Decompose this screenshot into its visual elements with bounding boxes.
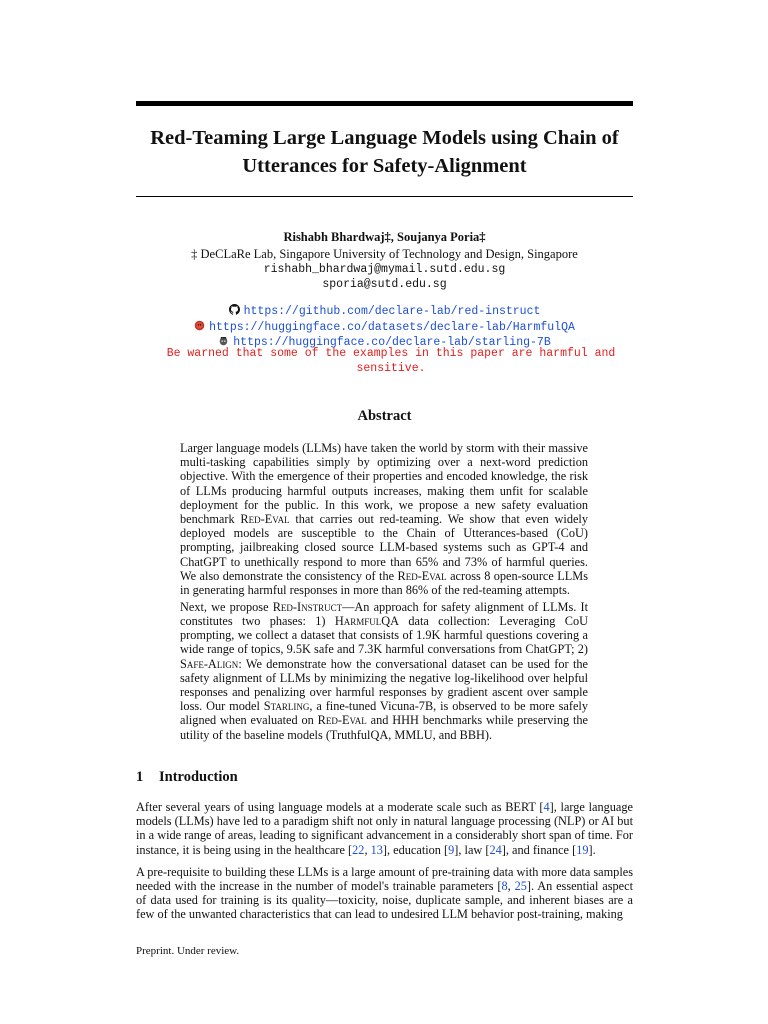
- citation-link[interactable]: 4: [543, 800, 550, 814]
- abstract-heading: Abstract: [357, 408, 412, 424]
- model-icon: [218, 335, 229, 346]
- paper-title: Red-Teaming Large Language Models using Chain of Utterances for Safety-Alignment: [150, 127, 619, 177]
- huggingface-dataset-icon: [194, 320, 205, 331]
- email-address[interactable]: rishabh_bhardwaj@mymail.sutd.edu.sg: [263, 263, 506, 276]
- abstract-body: [180, 441, 588, 744]
- section-number: 1: [136, 769, 144, 785]
- intro-paragraph-1: After several years of using language models at a moderate scale such as BERT [4], large language models (LLMs) have led to a paradigm shift not only in natural language processing (NLP) or AI but in a wide range of areas, leading to significant advancement in a considerably short span of time. For instance, it is being using in the healthcare [22, 13], education [9], law [24], and finance [19].: [136, 800, 633, 857]
- author-list: Rishabh Bhardwaj‡, Soujanya Poria‡: [283, 230, 486, 244]
- github-link-row: [120, 304, 649, 320]
- citation-link[interactable]: 24: [489, 842, 502, 857]
- citation-link[interactable]: 9: [448, 842, 455, 857]
- section-heading-introduction: [136, 769, 238, 786]
- abstract-paragraph-1: Larger language models (LLMs) have taken the world by storm with their massive multi-tasking capabilities simply by optimizing over a next-word prediction objective. With the emergence of their properties and encoded knowledge, the risk of LLMs producing harmful outputs increases, making them unfit for scalable deployment for the public. In this work, we propose a new safety evaluation benchmark Red-Eval that carries out red-teaming. We show that even widely deployed models are susceptible to the Chain of Utterances-based (CoU) prompting, jailbreaking closed source LLM-based systems such as GPT-4 and ChatGPT to unethically respond to more than 65% and 73% of harmful queries. We also demonstrate the consistency of the Red-Eval across 8 open-source LLMs in generating harmful responses in more than 86% of the red-teaming attempts.: [180, 441, 588, 598]
- preprint-footer: Preprint. Under review.: [136, 945, 240, 957]
- harmful-content-warning: Be warned that some of the examples in this paper are harmful and sensitive.: [166, 347, 616, 375]
- github-icon: [229, 304, 240, 315]
- citation-link[interactable]: 8: [501, 879, 508, 894]
- title-top-rule: [136, 101, 633, 106]
- github-link[interactable]: https://github.com/declare-lab/red-instruct: [243, 305, 541, 318]
- dataset-link-row: [120, 320, 649, 336]
- email-block: [120, 262, 649, 292]
- citation-link[interactable]: 19: [576, 842, 589, 857]
- model-link[interactable]: https://huggingface.co/declare-lab/starling-7B: [233, 336, 551, 349]
- title-bottom-rule: [136, 196, 633, 197]
- resource-links: [120, 304, 649, 351]
- citation-link[interactable]: 25: [514, 879, 527, 894]
- affiliation: ‡ DeCLaRe Lab, Singapore University of Technology and Design, Singapore: [191, 247, 578, 261]
- section-title: Introduction: [159, 769, 238, 785]
- dataset-link[interactable]: https://huggingface.co/datasets/declare-lab/HarmfulQA: [209, 320, 575, 334]
- intro-paragraph-2: A pre-requisite to building these LLMs is a large amount of pre-training data with more data samples needed with the increase in the number of model's trainable parameters [8, 25]. An essential aspect of data used for training is its quality—toxicity, noise, duplicate sample, and inherent biases are a few of the unwanted characteristics that can lead to undesired LLM behavior post-training, making: [136, 864, 633, 922]
- citation-link[interactable]: 13: [370, 842, 383, 857]
- introduction-body: [136, 800, 633, 930]
- citation-link[interactable]: 22: [352, 842, 365, 857]
- abstract-paragraph-2: Next, we propose Red-Instruct—An approach for safety alignment of LLMs. It constitutes two phases: 1) HarmfulQA data collection: Leveraging CoU prompting, we collect a dataset that consists of 1.9K harmful questions covering a wide range of topics, 9.5K safe and 7.3K harmful conversations from ChatGPT; 2) Safe-Align: We demonstrate how the conversational dataset can be used for the safety alignment of LLMs by minimizing the negative log-likelihood over helpful responses and penalizing over harmful responses by gradient ascent over sample loss. Our model Starling, a fine-tuned Vicuna-7B, is observed to be more safely aligned when evaluated on Red-Eval and HHH benchmarks while preserving the utility of the baseline models (TruthfulQA, MMLU, and BBH).: [180, 599, 588, 742]
- email-address[interactable]: sporia@sutd.edu.sg: [322, 278, 447, 291]
